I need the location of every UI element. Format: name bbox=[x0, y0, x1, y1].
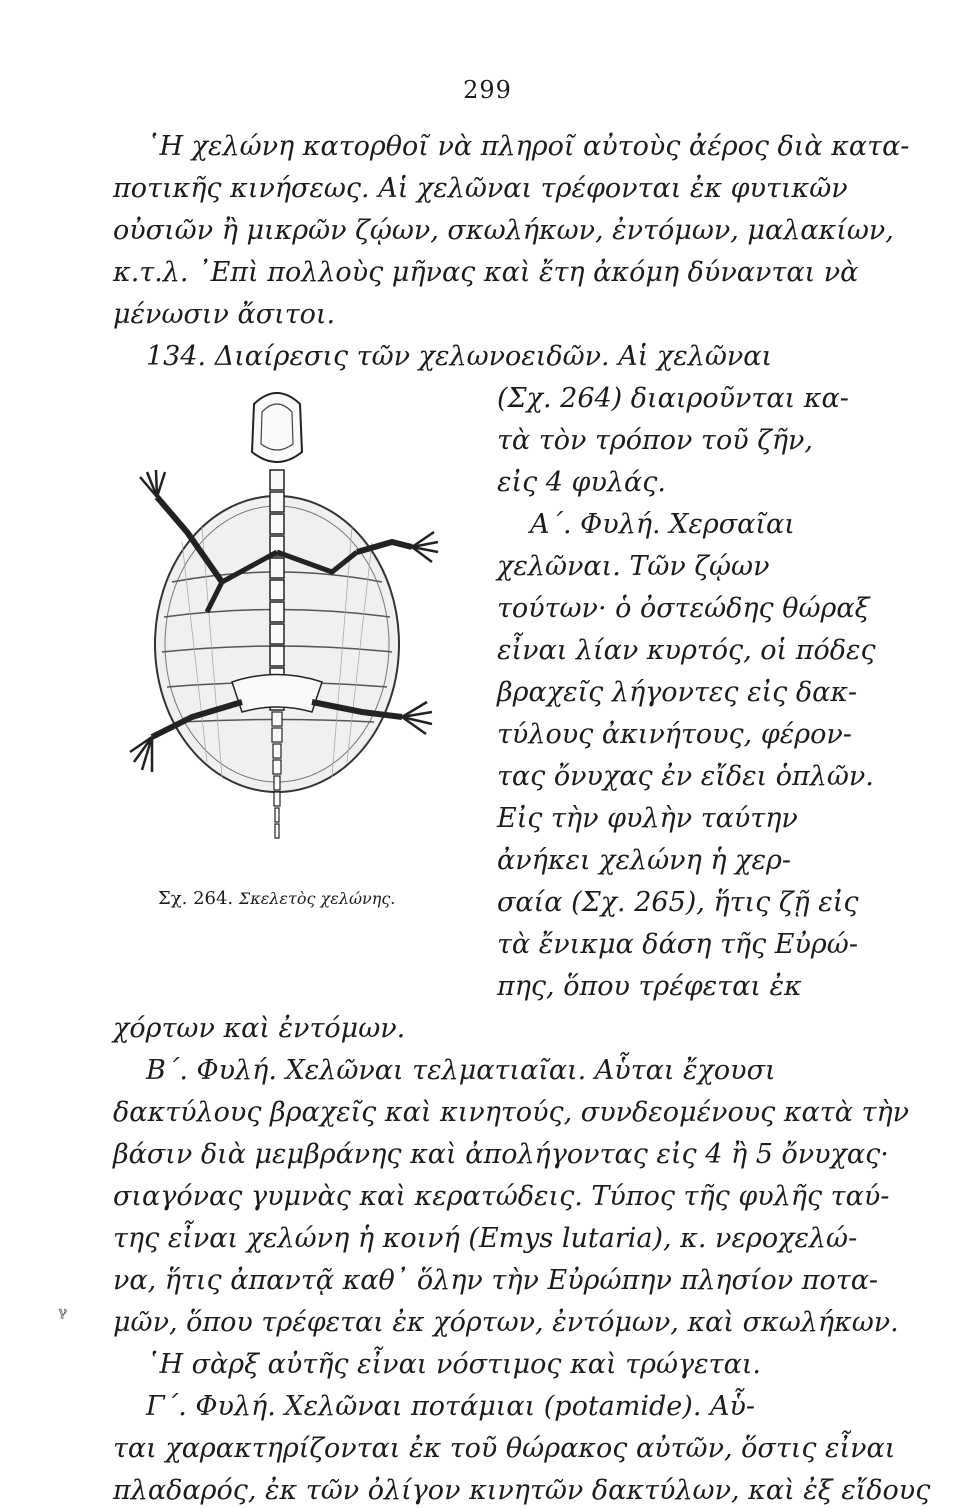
text-line: σαία (Σχ. 265), ἥτις ζῇ εἰς bbox=[497, 887, 859, 918]
page-number: 299 bbox=[463, 76, 512, 104]
subsection-heading: Γ΄. Φυλή. Χελῶναι ποτάμιαι (potamide). Αὗ- bbox=[146, 1391, 756, 1422]
text-line: μῶν, ὅπου τρέφεται ἐκ χόρτων, ἐντόμων, καὶ σκωλήκων. bbox=[113, 1307, 899, 1338]
text-line: τὰ τὸν τρόπον τοῦ ζῆν, bbox=[497, 425, 813, 456]
text-line: σιαγόνας γυμνὰς καὶ κερατώδεις. Τύπος τῆς φυλῆς ταύ- bbox=[113, 1181, 890, 1212]
text-line: εἰς 4 φυλάς. bbox=[497, 467, 666, 498]
text-line: κ.τ.λ. ᾿Επὶ πολλοὺς μῆνας καὶ ἔτη ἀκόμη δύνανται νὰ bbox=[113, 257, 859, 288]
text-line: ποτικῆς κινήσεως. Αἱ χελῶναι τρέφονται ἐκ φυτικῶν bbox=[113, 173, 848, 204]
text-line: χελῶναι. Τῶν ζῴων bbox=[497, 551, 770, 582]
text-line: τὰ ἔνικμα δάση τῆς Εὐρώ- bbox=[497, 929, 858, 960]
text-line: ῾Η χελώνη κατορθοῖ νὰ πληροῖ αὐτοὺς ἀέρος διὰ κατα- bbox=[146, 131, 910, 162]
subsection-heading: Β΄. Φυλή. Χελῶναι τελματιαῖαι. Αὗται ἔχουσι bbox=[146, 1055, 776, 1086]
turtle-skeleton-icon bbox=[112, 382, 467, 862]
figure-caption bbox=[158, 888, 395, 909]
text-line: πης, ὅπου τρέφεται ἐκ bbox=[497, 971, 802, 1002]
text-line: μένωσιν ἄσιτοι. bbox=[113, 299, 336, 330]
text-line: χόρτων καὶ ἐντόμων. bbox=[113, 1013, 406, 1044]
subsection-heading: Α΄. Φυλή. Χερσαῖαι bbox=[530, 509, 795, 540]
margin-mark: ℽ bbox=[58, 1304, 68, 1320]
text-line: τας ὄνυχας ἐν εἴδει ὁπλῶν. bbox=[497, 761, 874, 792]
section-heading: 134. Διαίρεσις τῶν χελωνοειδῶν. Αἱ χελῶναι bbox=[146, 341, 773, 372]
figure-caption-text: Σκελετὸς χελώνης. bbox=[238, 889, 396, 908]
text-line: (Σχ. 264) διαιροῦνται κα- bbox=[497, 383, 849, 414]
text-line: ῾Η σὰρξ αὐτῆς εἶναι νόστιμος καὶ τρώγεται. bbox=[146, 1349, 762, 1380]
text-line: Εἰς τὴν φυλὴν ταύτην bbox=[497, 803, 798, 834]
text-line: τύλους ἀκινήτους, φέρον- bbox=[497, 719, 852, 750]
figure-number: Σχ. 264. bbox=[158, 888, 234, 909]
text-line: ται χαρακτηρίζονται ἐκ τοῦ θώρακος αὐτῶν, ὅστις εἶναι bbox=[113, 1433, 896, 1464]
text-line: να, ἥτις ἀπαντᾷ καθ᾿ ὅλην τὴν Εὐρώπην πλησίον ποτα- bbox=[113, 1265, 879, 1296]
text-line: βάσιν διὰ μεμβράνης καὶ ἀπολήγοντας εἰς 4 ἢ 5 ὄνυχας· bbox=[113, 1139, 889, 1170]
text-line: ἀνήκει χελώνη ἡ χερ- bbox=[497, 845, 791, 876]
text-line: δακτύλους βραχεῖς καὶ κινητούς, συνδεομένους κατὰ τὴν bbox=[113, 1097, 910, 1128]
text-line: πλαδαρός, ἐκ τῶν ὀλίγον κινητῶν δακτύλων, καὶ ἐξ εἴδους bbox=[113, 1475, 931, 1506]
text-line: της εἶναι χελώνη ἡ κοινή (Emys lutaria), κ. νεροχελώ- bbox=[113, 1223, 858, 1254]
turtle-skeleton-figure bbox=[112, 382, 467, 862]
text-line: εἶναι λίαν κυρτός, οἱ πόδες bbox=[497, 635, 876, 666]
text-line: τούτων· ὁ ὀστεώδης θώραξ bbox=[497, 593, 870, 624]
text-line: οὐσιῶν ἢ μικρῶν ζῴων, σκωλήκων, ἐντόμων, μαλακίων, bbox=[113, 215, 894, 246]
text-line: βραχεῖς λήγοντες εἰς δακ- bbox=[497, 677, 858, 708]
